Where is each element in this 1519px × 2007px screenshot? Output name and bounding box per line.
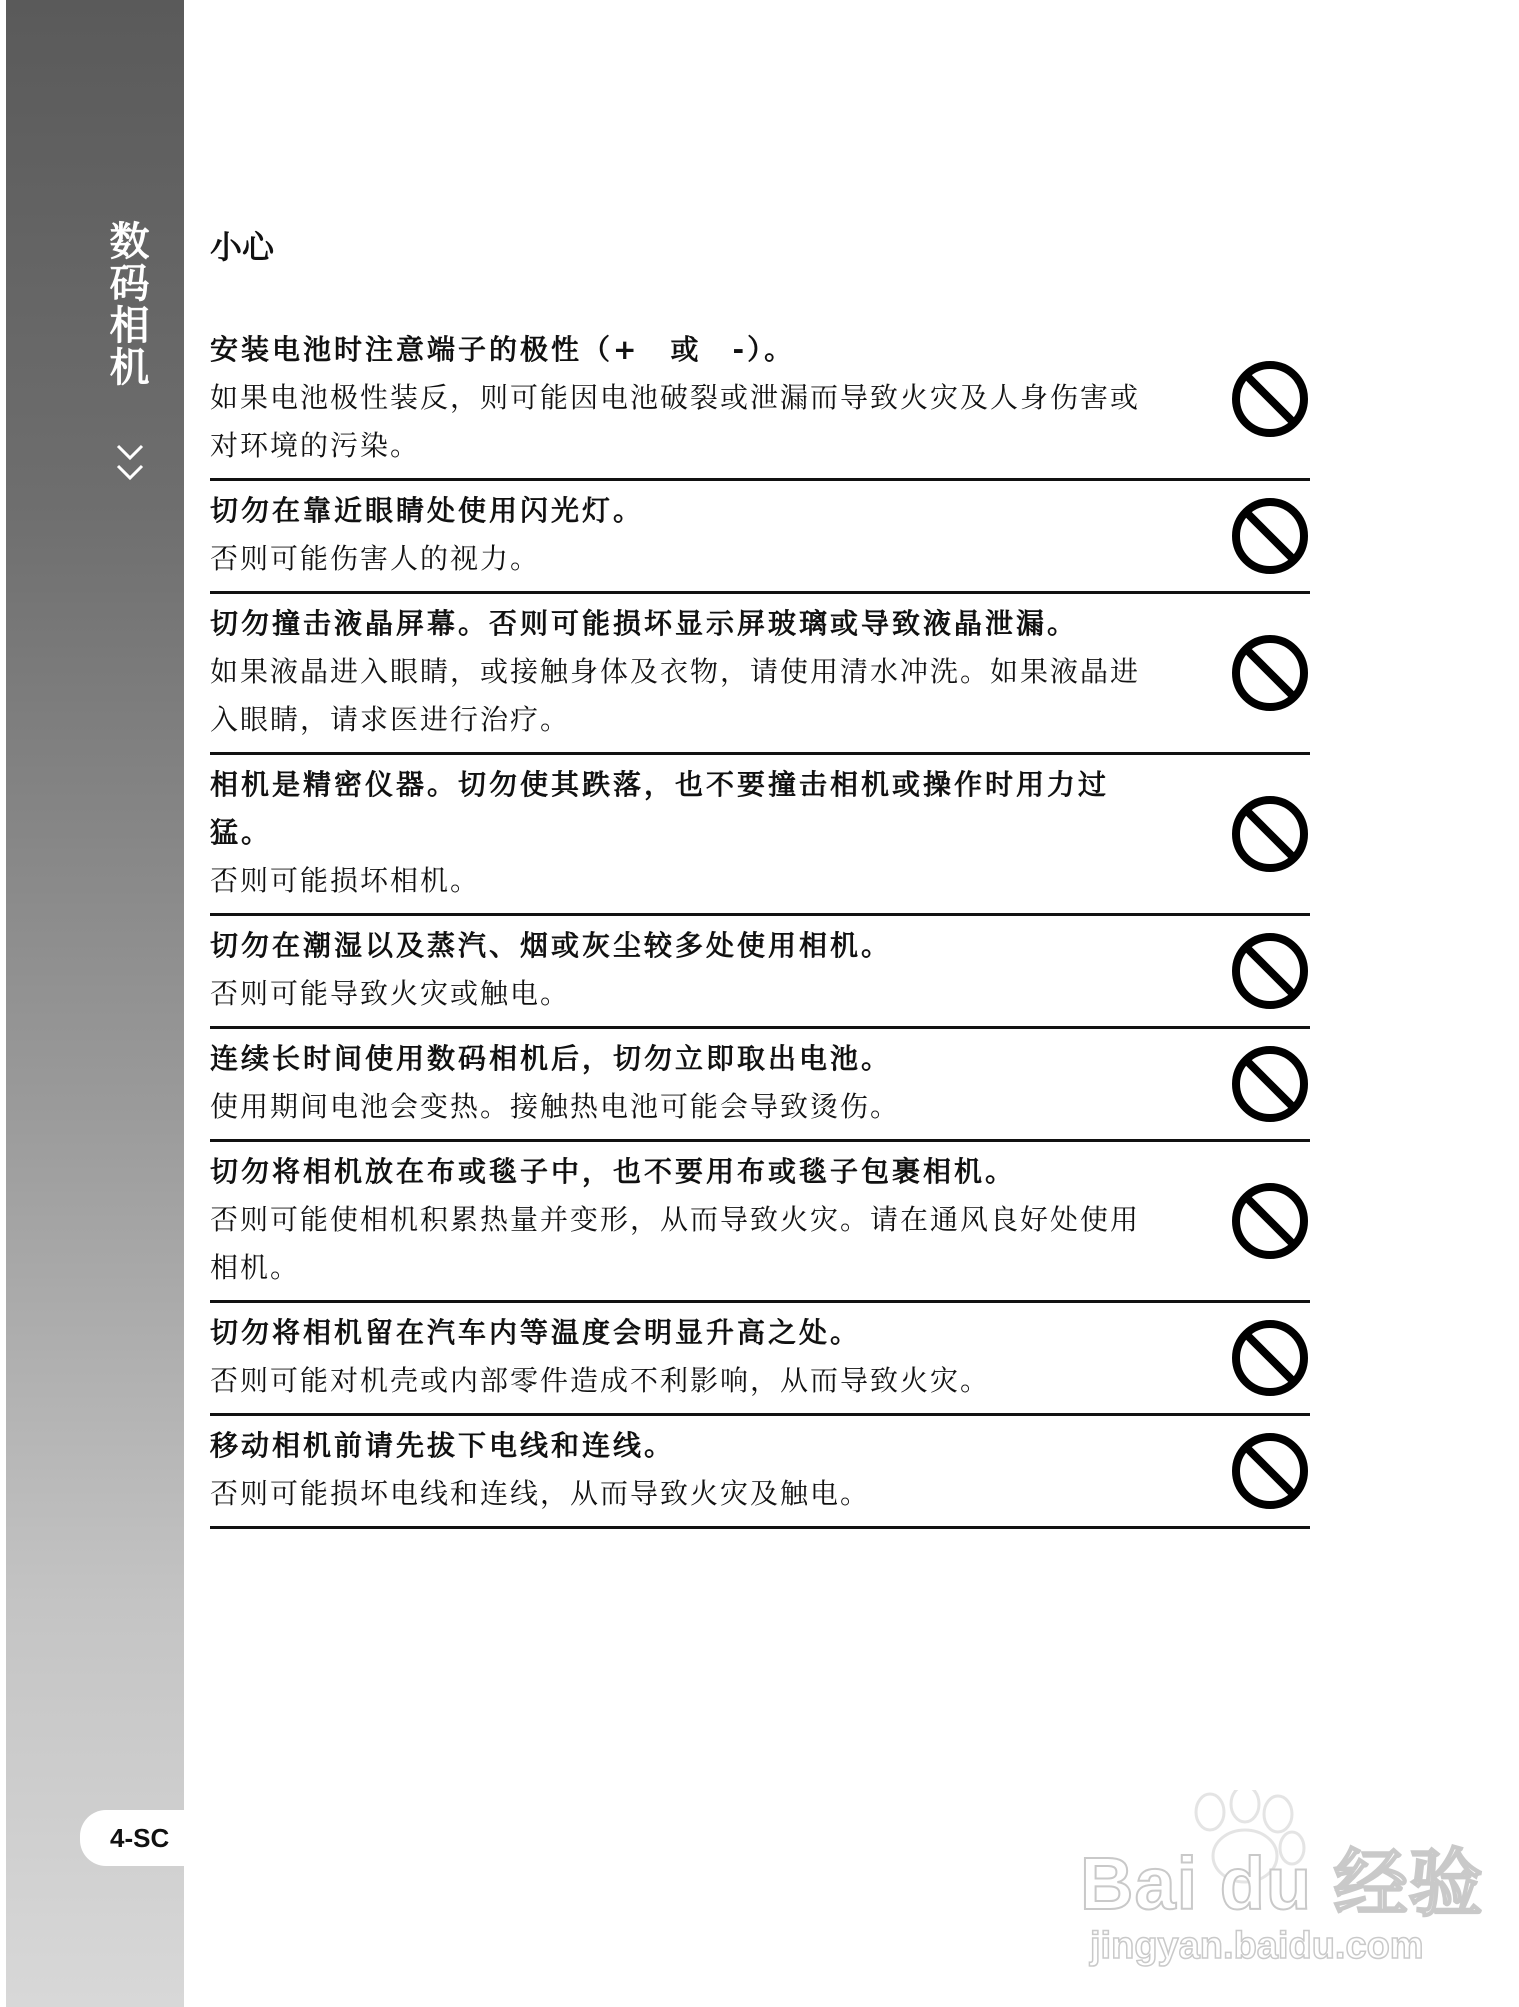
caution-item	[210, 916, 1310, 1029]
caution-item	[210, 320, 1310, 481]
warning-text: 切勿将相机放在布或毯子中，也不要用布或毯子包裹相机。	[210, 1155, 1017, 1188]
warning-text: 安装电池时注意端子的极性（+ 或 -）。	[210, 333, 796, 366]
description-text: 否则可能对机壳或内部零件造成不利影响，从而导致火灾。	[210, 1364, 991, 1397]
warning-text: 相机是精密仪器。切勿使其跌落，也不要撞击相机或操作时用力过猛。	[210, 768, 1110, 849]
prohibition-icon	[1230, 633, 1310, 713]
warning-text: 切勿撞击液晶屏幕。否则可能损坏显示屏玻璃或导致液晶泄漏。	[210, 607, 1079, 640]
caution-list	[210, 320, 1310, 1529]
description-text: 否则可能使相机积累热量并变形，从而导致火灾。请在通风良好处使用相机。	[210, 1203, 1141, 1284]
warning-text: 切勿将相机留在汽车内等温度会明显升高之处。	[210, 1316, 862, 1349]
sidebar	[6, 0, 184, 2007]
description-text: 如果液晶进入眼睛，或接触身体及衣物，请使用清水冲洗。如果液晶进入眼睛，请求医进行治疗。	[210, 655, 1141, 736]
page-heading: 小心	[210, 228, 275, 266]
prohibition-icon	[1230, 1181, 1310, 1261]
caution-item	[210, 1416, 1310, 1529]
description-text: 使用期间电池会变热。接触热电池可能会导致烫伤。	[210, 1090, 901, 1123]
double-chevron-icon	[108, 442, 152, 488]
description-text: 否则可能导致火灾或触电。	[210, 977, 571, 1010]
description-text: 否则可能损坏相机。	[210, 864, 481, 897]
caution-item	[210, 481, 1310, 594]
prohibition-icon	[1230, 1318, 1310, 1398]
warning-text: 移动相机前请先拔下电线和连线。	[210, 1429, 676, 1462]
watermark-url: jingyan.baidu.com	[1090, 1925, 1424, 1967]
warning-text: 切勿在潮湿以及蒸汽、烟或灰尘较多处使用相机。	[210, 929, 893, 962]
page-number: 4-SC	[80, 1810, 184, 1866]
prohibition-icon	[1230, 496, 1310, 576]
sidebar-title: 数码相机	[103, 220, 149, 388]
description-text: 否则可能损坏电线和连线，从而导致火灾及触电。	[210, 1477, 871, 1510]
warning-text: 连续长时间使用数码相机后，切勿立即取出电池。	[210, 1042, 893, 1075]
caution-item	[210, 594, 1310, 755]
description-text: 如果电池极性装反，则可能因电池破裂或泄漏而导致火灾及人身伤害或对环境的污染。	[210, 381, 1141, 462]
prohibition-icon	[1230, 794, 1310, 874]
watermark-brand: Bai du 经验	[1080, 1842, 1484, 1925]
warning-text: 切勿在靠近眼睛处使用闪光灯。	[210, 494, 645, 527]
description-text: 否则可能伤害人的视力。	[210, 542, 541, 575]
prohibition-icon	[1230, 359, 1310, 439]
caution-item	[210, 1029, 1310, 1142]
caution-item	[210, 755, 1310, 916]
caution-item	[210, 1142, 1310, 1303]
caution-item	[210, 1303, 1310, 1416]
prohibition-icon	[1230, 931, 1310, 1011]
prohibition-icon	[1230, 1044, 1310, 1124]
prohibition-icon	[1230, 1431, 1310, 1511]
